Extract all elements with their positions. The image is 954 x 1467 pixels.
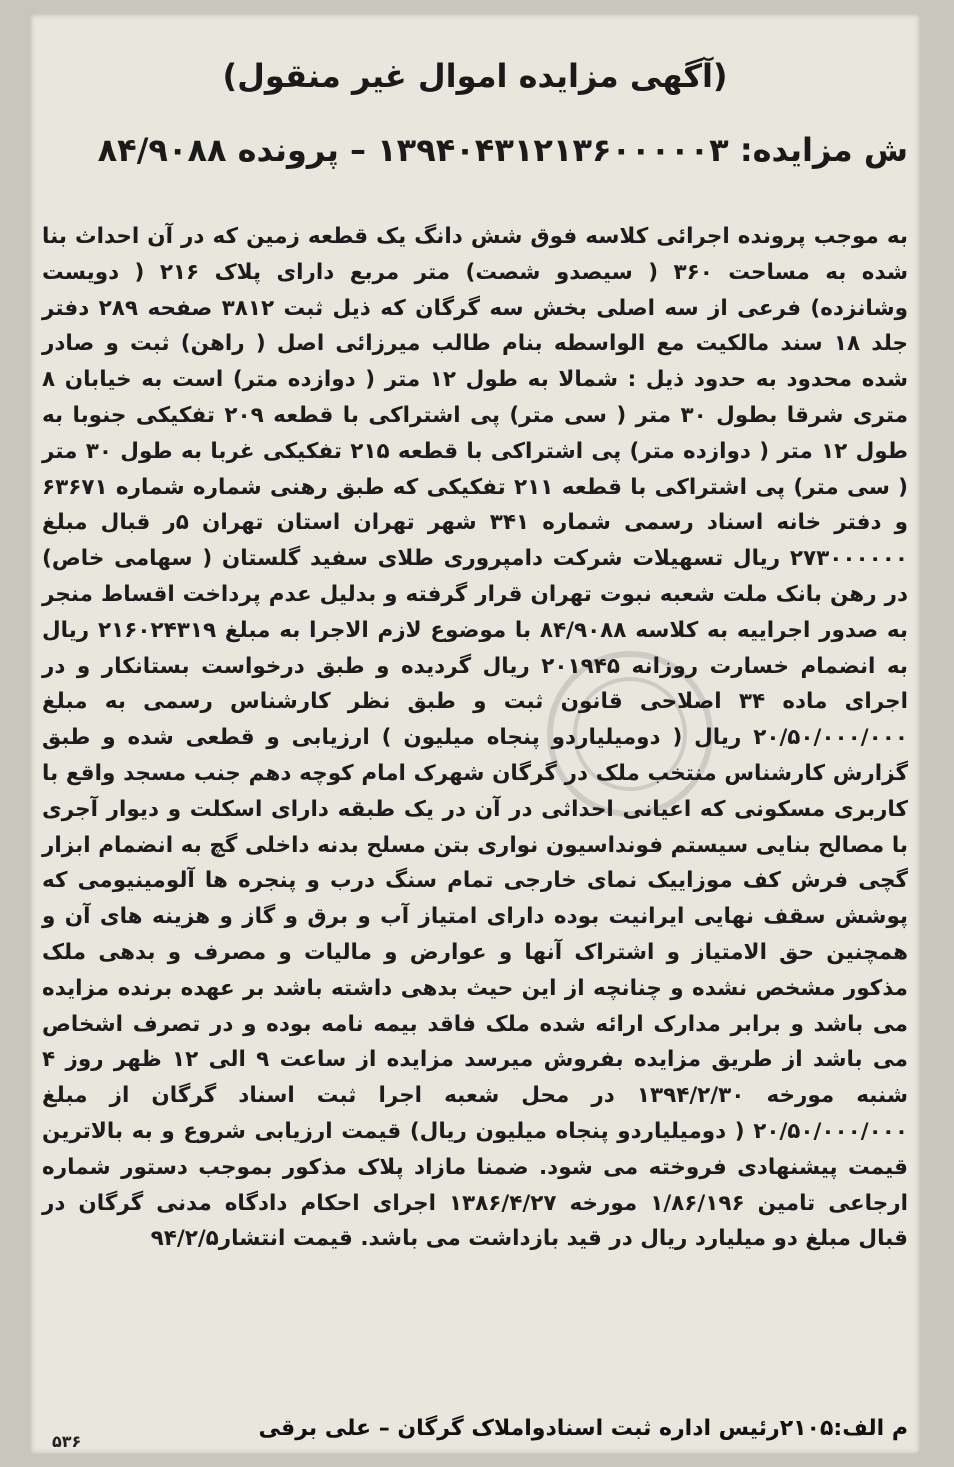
notice-body: به موجب پرونده اجرائی کلاسه فوق شش دانگ یک قطعه زمین که در آن احداث بنا شده به مساحت ۳۶۰ ( سیصدو شصت) متر مربع دارای پلاک ۲۱۶ ( دویست وشانزده) فرعی از سه اصلی بخش سه گرگان که ذیل ثبت ۳۸۱۲ صفحه ۲۸۹ دفتر جلد ۱۸ سند مالکیت مع الواسطه بنام طالب میرزائی اصل ( راهن) ثبت و صادر شده محدود به حدود ذیل : شمالا به طول ۱۲ متر ( دوازده متر) است به خیابان ۸ متری شرقا بطول ۳۰ متر ( سی متر) پی اشتراکی با قطعه ۲۰۹ تفکیکی جنوبا به طول ۱۲ متر ( دوازده متر) پی اشتراکی با قطعه ۲۱۵ تفکیکی غربا به طول ۳۰ متر ( سی متر) پی اشتراکی با قطعه ۲۱۱ تفکیکی که طبق رهنی شماره شماره ۶۳۶۷۱ و دفتر خانه اسناد رسمی شماره ۳۴۱ شهر تهران استان تهران ۵ر قبال مبلغ ۲۷۳۰۰۰۰۰۰ ریال تسهیلات شرکت دامپروری طلای سفید گلستان ( سهامی خاص) در رهن بانک ملت شعبه نبوت تهران قرار گرفته و بدلیل عدم پرداخت اقساط منجر به صدور اجراییه به کلاسه ۸۴/۹۰۸۸ با موضوع لازم الاجرا به مبلغ ۲۱۶۰۲۴۳۱۹ ریال به انضمام خسارت روزانه ۲۰۱۹۴۵ ریال گردیده و طبق درخواست بستانکار و در اجرای ماده ۳۴ اصلاحی قانون ثبت و طبق نظر کارشناس رسمی به مبلغ ۲۰/۵۰/۰۰۰/۰۰۰ ریال ( دومیلیاردو پنجاه میلیون ) ارزیابی و قطعی شده و طبق گزارش کارشناس منتخب ملک در گرگان شهرک امام کوچه دهم جنب مسجد واقع با کاربری مسکونی که اعیانی احداثی در آن در یک طبقه دارای اسکلت و دیوار آجری با مصالح بنایی سیستم فونداسیون نواری بتن مسلح بدنه داخلی گچ به انضمام ابزار گچی فرش کف موزاییک نمای خارجی تمام سنگ درب و پنجره ها آلومینیومی که پوشش سقف نهایی ایرانیت بوده دارای امتیاز آب و برق و گاز و هزینه های آن و همچنین حق الامتیاز و اشتراک آنها و عوارض و مالیات و مصرف و بدهی ملک مذکور مشخص نشده و چنانچه از این حیث بدهی داشته باشد بر عهده برنده مزایده می باشد و برابر مدارک ارائه شده ملک فاقد بیمه نامه بوده و در تصرف اشخاص می باشد از طریق مزایده بفروش میرسد مزایده از ساعت ۹ الی ۱۲ ظهر روز ۴ شنبه مورخه ۱۳۹۴/۲/۳۰ در محل شعبه اجرا ثبت اسناد گرگان از مبلغ ۲۰/۵۰/۰۰۰/۰۰۰ ( دومیلیاردو پنجاه میلیون ریال) قیمت ارزیابی شروع و به بالاترین قیمت پیشنهادی فروخته می شود. ضمنا مازاد پلاک مذکور بموجب دستور شماره ارجاعی تامین ۱/۸۶/۱۹۶ مورخه ۱۳۸۶/۴/۲۷ اجرای احکام دادگاه مدنی گرگان در قبال مبلغ دو میلیارد ریال در قید بازداشت می باشد. قیمت انتشار۹۴/۲/۵ bbox=[42, 224, 909, 1252]
newspaper-clipping bbox=[30, 14, 920, 1454]
page-number: ۵۳۶ bbox=[52, 1432, 82, 1451]
signature-line: م الف:۲۱۰۵رئیس اداره ثبت اسنادواملاک گرگان – علی برقی bbox=[258, 1416, 908, 1441]
auction-number: ش مزایده: ۱۳۹۴۰۴۳۱۲۱۳۶۰۰۰۰۰۳ – پرونده ۸۴/۹۰۸۸ bbox=[97, 131, 908, 169]
notice-title: (آگهی مزایده اموال غیر منقول) bbox=[222, 57, 728, 95]
